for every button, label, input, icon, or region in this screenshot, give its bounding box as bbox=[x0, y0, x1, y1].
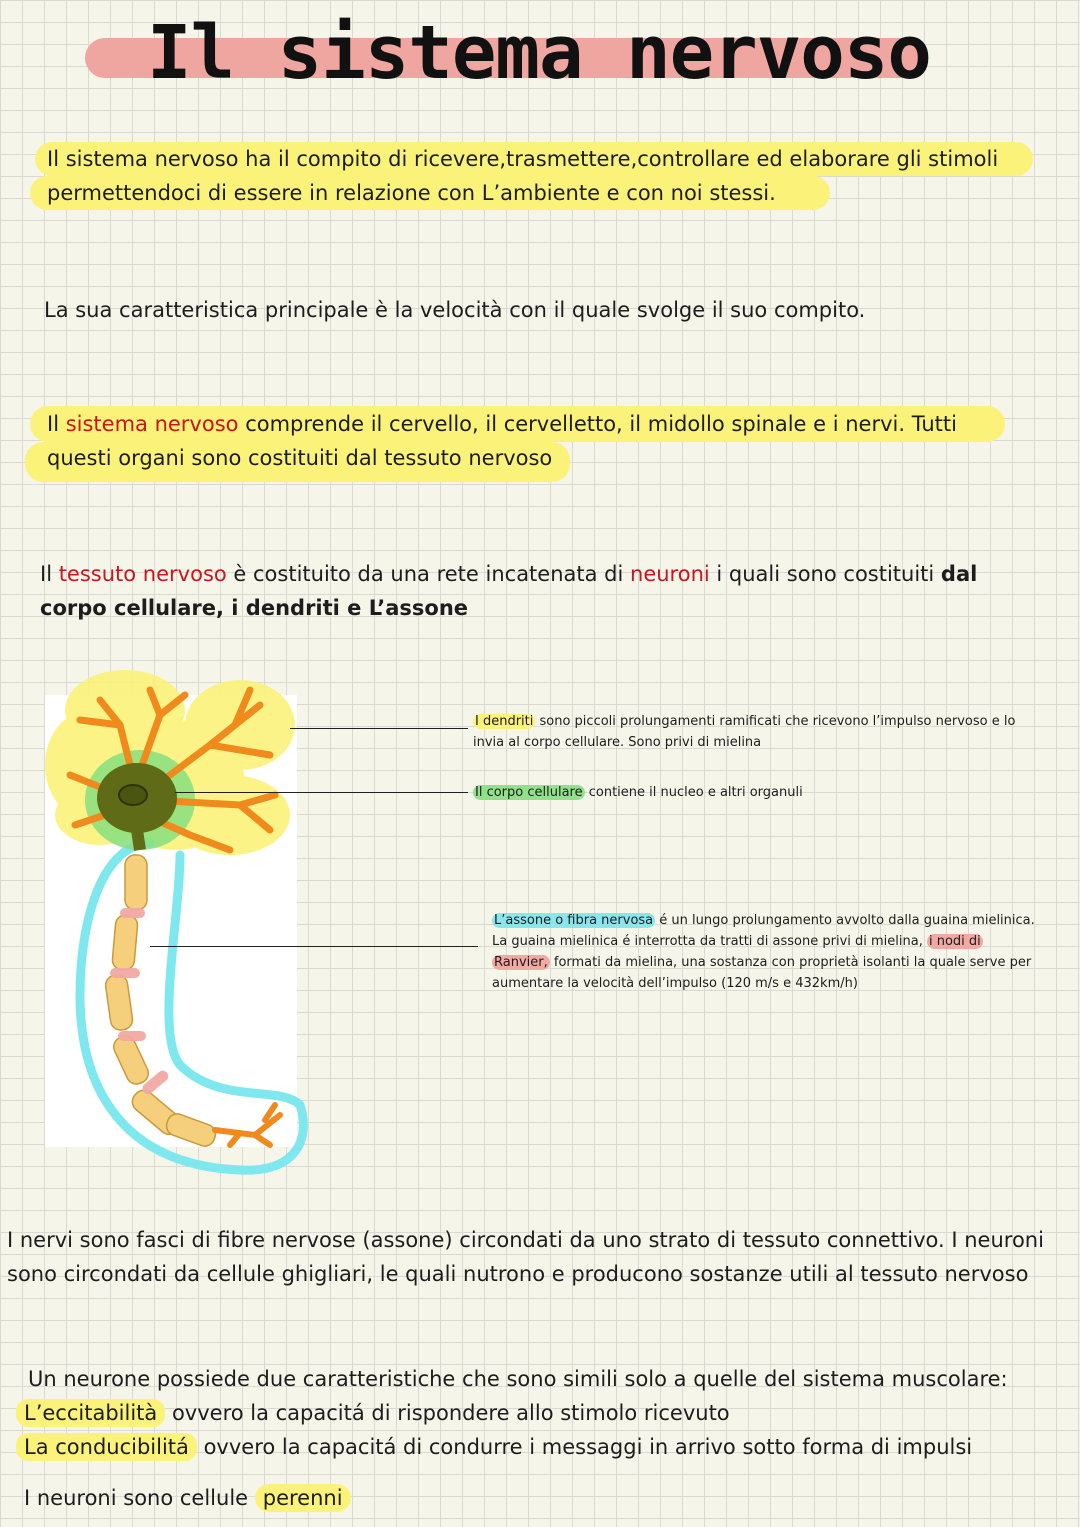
term-perenni: perenni bbox=[255, 1484, 351, 1512]
term-tessuto-nervoso: tessuto nervoso bbox=[58, 562, 227, 586]
connector-line-dendriti bbox=[290, 728, 468, 729]
term-sistema-nervoso: sistema nervoso bbox=[65, 412, 239, 436]
neuron-diagram bbox=[40, 665, 320, 1185]
perennial-paragraph: I neuroni sono cellule perenni bbox=[24, 1481, 351, 1515]
organs-line-2: questi organi sono costituiti dal tessuto nervoso bbox=[47, 446, 553, 470]
term-eccitabilita: L’eccitabilità bbox=[16, 1399, 165, 1427]
label-dendriti: I dendriti sono piccoli prolungamenti ramificati che ricevono l’impulso nervoso e lo invia al corpo cellulare. Sono privi di mielina bbox=[473, 714, 1016, 750]
characteristics-line-2: L’eccitabilità ovvero la capacitá di rispondere allo stimolo ricevuto bbox=[28, 1396, 1008, 1430]
organs-line-1: Il sistema nervoso comprende il cervello, il cervelletto, il midollo spinale e i nervi. Tutti bbox=[47, 412, 957, 436]
nerves-line-1: I nervi sono fasci di fibre nervose (assone) circondati da uno strato di tessuto connettivo. I neuroni bbox=[7, 1228, 1044, 1252]
term-assone: L’assone o fibra nervosa bbox=[494, 913, 654, 928]
term-corpo-cellulare: Il corpo cellulare bbox=[475, 785, 583, 800]
term-dendriti: I dendriti bbox=[475, 714, 534, 729]
tissue-paragraph bbox=[40, 557, 977, 625]
label-corpo-cellulare: Il corpo cellulare contiene il nucleo e altri organuli bbox=[475, 785, 803, 800]
intro-paragraph bbox=[47, 142, 998, 210]
nucleus bbox=[119, 785, 147, 805]
characteristics-line-3: La conducibilitá ovvero la capacitá di condurre i messaggi in arrivo sotto forma di impulsi bbox=[28, 1430, 1008, 1464]
term-ranvier: Ranvier, bbox=[494, 955, 548, 970]
connector-line-corpo bbox=[175, 792, 468, 793]
characteristics-line-1: Un neurone possiede due caratteristiche che sono simili solo a quelle del sistema muscolare: bbox=[28, 1367, 1008, 1391]
intro-line-1: Il sistema nervoso ha il compito di ricevere,trasmettere,controllare ed elaborare gli stimoli bbox=[47, 147, 999, 171]
connector-line-assone bbox=[150, 946, 478, 947]
title-block bbox=[85, 10, 931, 100]
page-title: Il sistema nervoso bbox=[147, 10, 931, 96]
label-assone: L’assone o fibra nervosa é un lungo prolungamento avvolto dalla guaina mielinica. La guaina mielinica é interrotta da tratti di assone privi di mielina, i nodi di Ranvier, formati da mielina, una sostanza con proprietà isolanti la quale serve per aumentare la velocità dell’impulso (120 m/s e 432km/h) bbox=[492, 913, 1035, 991]
tissue-line-2: corpo cellulare, i dendriti e L’assone bbox=[40, 596, 469, 620]
organs-paragraph bbox=[47, 407, 957, 475]
term-conducibilita: La conducibilitá bbox=[16, 1433, 197, 1461]
tissue-line-1: Il tessuto nervoso è costituito da una rete incatenata di neuroni i quali sono costituiti dal bbox=[40, 562, 978, 586]
term-nodi: i nodi di bbox=[928, 934, 981, 949]
axon-hillock bbox=[137, 830, 140, 850]
nerves-paragraph bbox=[7, 1223, 1044, 1291]
characteristics-paragraph bbox=[24, 1362, 1008, 1464]
nerves-line-2: sono circondati da cellule ghigliari, le quali nutrono e producono sostanze utili al tessuto nervoso bbox=[7, 1262, 1029, 1286]
intro-line-2: permettendoci di essere in relazione con L’ambiente e con noi stessi. bbox=[47, 181, 776, 205]
term-neuroni: neuroni bbox=[630, 562, 710, 586]
speed-paragraph: La sua caratteristica principale è la velocità con il quale svolge il suo compito. bbox=[44, 298, 866, 322]
